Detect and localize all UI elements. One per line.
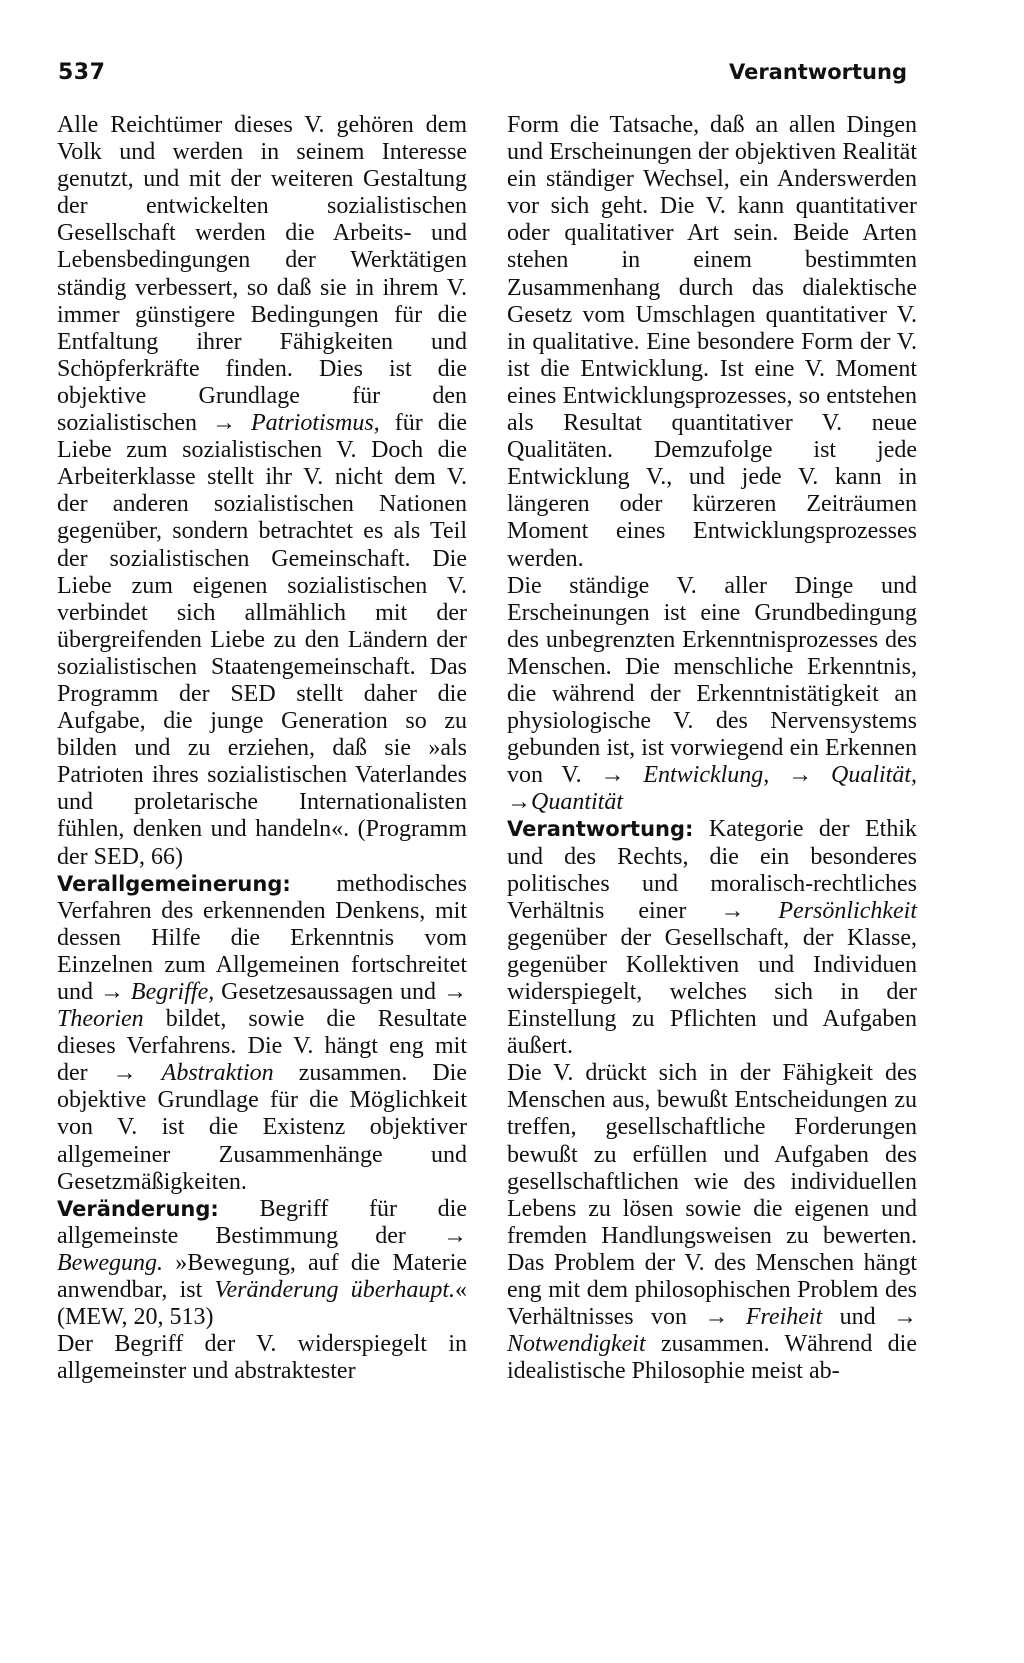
cross-reference: Freiheit	[745, 1304, 823, 1331]
entry-verantwortung	[507, 816, 917, 1060]
cross-reference: Patriotismus,	[251, 410, 380, 437]
text: Die V. drückt sich in der Fähigkeit des Menschen aus, bewußt Entscheidungen zu treffen, gesellschaftliche Forderungen bewußt zu erfüllen und Aufgaben des gesellschaftlichen wie des individuellen Lebens zu lösen sowie die eigenen und fremden Handlungsweisen zu bewerten. Das Problem der V. des Menschen hängt eng mit dem philosophischen Problem des Verhältnisses von →	[507, 1060, 917, 1331]
right-column	[507, 112, 917, 1385]
text: Die ständige V. aller Dinge und Erscheinungen ist eine Grundbedingung des unbegrenzten Erkenntnisprozesses des Menschen. Die menschliche Erkenntnis, die während der Erkenntnistätigkeit an physiologische V. des Nervensystems gebunden ist, ist vorwiegend ein Erkennen von V. →	[507, 572, 917, 789]
entry-term: Veränderung:	[57, 1196, 219, 1221]
page-number: 537	[58, 60, 106, 85]
text: Begriff für die allgemeinste Bestimmung der →	[57, 1195, 467, 1249]
cross-reference: Notwendigkeit	[507, 1331, 646, 1358]
entry-veraenderung-paragraph-2	[507, 573, 917, 817]
text: methodisches Verfahren des erkennenden Denkens, mit dessen Hilfe die Erkenntnis vom Einzelnen zum Allgemeinen fortschreitet und →	[57, 870, 467, 1005]
entry-term: Verantwortung:	[507, 817, 694, 842]
cross-reference: Theorien	[57, 1006, 144, 1033]
text: zusammen. Während die idealistische Philosophie meist ab-	[507, 1331, 918, 1385]
entry-verantwortung-paragraph	[507, 1060, 917, 1385]
text: « (MEW, 20, 513)	[57, 1277, 468, 1331]
cross-reference: Bewegung.	[57, 1249, 163, 1276]
cross-reference: Entwicklung,	[643, 762, 770, 789]
text: »Bewegung, auf die Materie anwendbar, ist	[57, 1249, 468, 1304]
text: und →	[839, 1304, 918, 1331]
entry-veraenderung-continuation: Form die Tatsache, daß an allen Dingen und Erscheinungen der objektiven Realität ein ständiger Wechsel, ein Anderswerden vor sich geht. Die V. kann quantitativer oder qualitativer Art sein. Beide Arten stehen in einem bestimmten Zusammenhang durch das dialektische Gesetz vom Umschlagen quantitativer V. in qualitative. Eine besondere Form der V. ist die Entwicklung. Ist eine V. Moment eines Entwicklungsprozesses, so entstehen als Resultat quantitativer V. neue Qualitäten. Demzufolge ist jede Entwicklung V., und jede V. kann in längeren oder kürzeren Zeiträumen Moment eines Entwicklungsprozesses werden.	[507, 112, 917, 572]
entry-term: Verallgemeinerung:	[57, 871, 291, 896]
text: Gesetzesaussagen und →	[221, 979, 467, 1005]
cross-reference: Quantität	[531, 789, 624, 816]
text: für die Liebe zum sozialistischen V. Doch die Arbeiterklasse stellt ihr V. nicht dem V. der anderen sozialistischen Nationen gegenüber, sondern betrachtet es als Teil der sozialistischen Gemeinschaft. Die Liebe zum eigenen sozialistischen V. verbindet sich allmählich mit der übergreifenden Liebe zu den Ländern der sozialistischen Staatengemeinschaft. Das Programm der SED stellt daher die Aufgabe, die junge Generation so zu bilden und zu erziehen, daß sie »als Patrioten ihres sozialistischen Vaterlandes und proletarische Internationalisten fühlen, denken und handeln«. (Programm der SED, 66)	[57, 410, 468, 870]
entry-veraenderung	[57, 1196, 467, 1331]
entry-veraenderung-paragraph: Der Begriff der V. widerspiegelt in allgemeinster und abstraktester	[57, 1331, 467, 1385]
arrow: →	[507, 789, 531, 816]
cross-reference: Persönlichkeit	[778, 897, 917, 924]
cross-reference: Begriffe,	[130, 979, 215, 1005]
text: gegenüber der Gesellschaft, der Klasse, gegenüber Kollektiven und Individuen widerspiegelt, welches sich in der Einstellung zu Pflichten und Aufgaben äußert.	[507, 924, 917, 1060]
left-column	[57, 112, 467, 1385]
arrow: →	[788, 762, 813, 789]
cross-reference: Qualität,	[831, 762, 918, 789]
text: Kategorie der Ethik und des Rechts, die ein besonderes politisches und moralisch-rechtliches Verhältnis einer →	[507, 816, 917, 924]
cross-reference: Abstraktion	[161, 1060, 274, 1087]
text: bildet, sowie die Resultate dieses Verfahrens. Die V. hängt eng mit der →	[57, 1006, 467, 1087]
running-head: Verantwortung	[728, 60, 907, 84]
entry-verallgemeinerung	[57, 871, 467, 1196]
entry-vaterland-continuation	[57, 112, 467, 871]
text: Alle Reichtümer dieses V. gehören dem Volk und werden in seinem Interesse genutzt, und mit der weiteren Gestaltung der entwickelten sozialistischen Gesellschaft werden die Arbeits- und Lebensbedingungen der Werktätigen ständig verbessert, so daß sie in ihrem V. immer günstigere Bedingungen für die Entfaltung ihrer Fähigkeiten und Schöpferkräfte finden. Dies ist die objektive Grundlage für den sozialistischen →	[57, 112, 467, 437]
quote-emphasis: Veränderung überhaupt.	[214, 1277, 456, 1304]
text: zusammen. Die objektive Grundlage für die Möglichkeit von V. ist die Existenz objektiver allgemeiner Zusammenhänge und Gesetzmäßigkeiten.	[57, 1060, 467, 1195]
